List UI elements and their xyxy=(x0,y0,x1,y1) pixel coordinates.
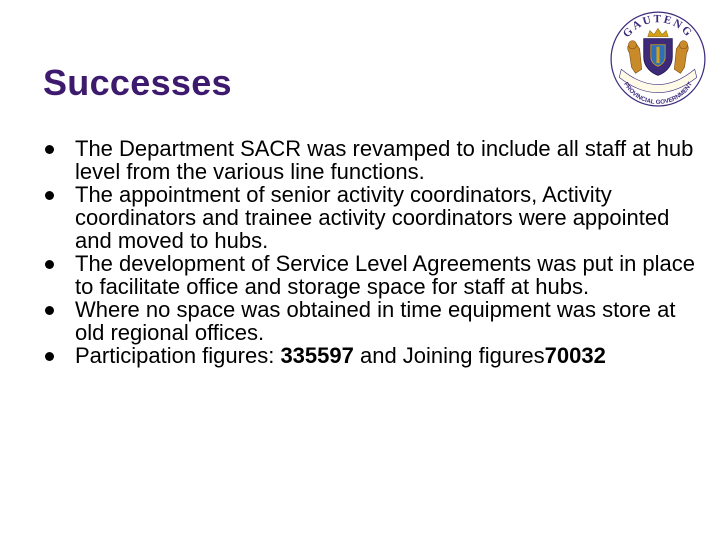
slide-title: Successes xyxy=(43,62,232,103)
joining-label: and Joining figures xyxy=(353,343,545,368)
bullet-item xyxy=(45,344,705,367)
bullet-dot-icon xyxy=(45,191,54,200)
bullet-dot-icon xyxy=(45,352,54,361)
bullet-item xyxy=(45,137,705,183)
joining-figure: 70032 xyxy=(544,343,606,368)
bullet-text: Where no space was obtained in time equipment was store at old regional offices. xyxy=(75,297,676,345)
bullet-dot-icon xyxy=(45,260,54,269)
bullet-item xyxy=(45,252,705,298)
bullet-text: The appointment of senior activity coordinators, Activity coordinators and trainee activity coordinators were appointed and moved to hubs. xyxy=(75,182,670,253)
bullet-list xyxy=(45,137,705,367)
participation-figure: 335597 xyxy=(280,343,354,368)
gauteng-logo xyxy=(607,6,709,108)
bullet-item xyxy=(45,298,705,344)
bullet-text: The Department SACR was revamped to include all staff at hub level from the various line functions. xyxy=(75,136,694,184)
bullet-item xyxy=(45,183,705,252)
logo-arc-textpath: GAUTENG xyxy=(620,13,696,41)
logo-banner-textpath: PROVINCIAL GOVERNMENT xyxy=(622,81,694,106)
bullet-text: The development of Service Level Agreements was put in place to facilitate office and storage space for staff at hubs. xyxy=(75,251,696,299)
bullet-dot-icon xyxy=(45,145,54,154)
bullet-dot-icon xyxy=(45,306,54,315)
participation-label: Participation figures: xyxy=(75,343,281,368)
